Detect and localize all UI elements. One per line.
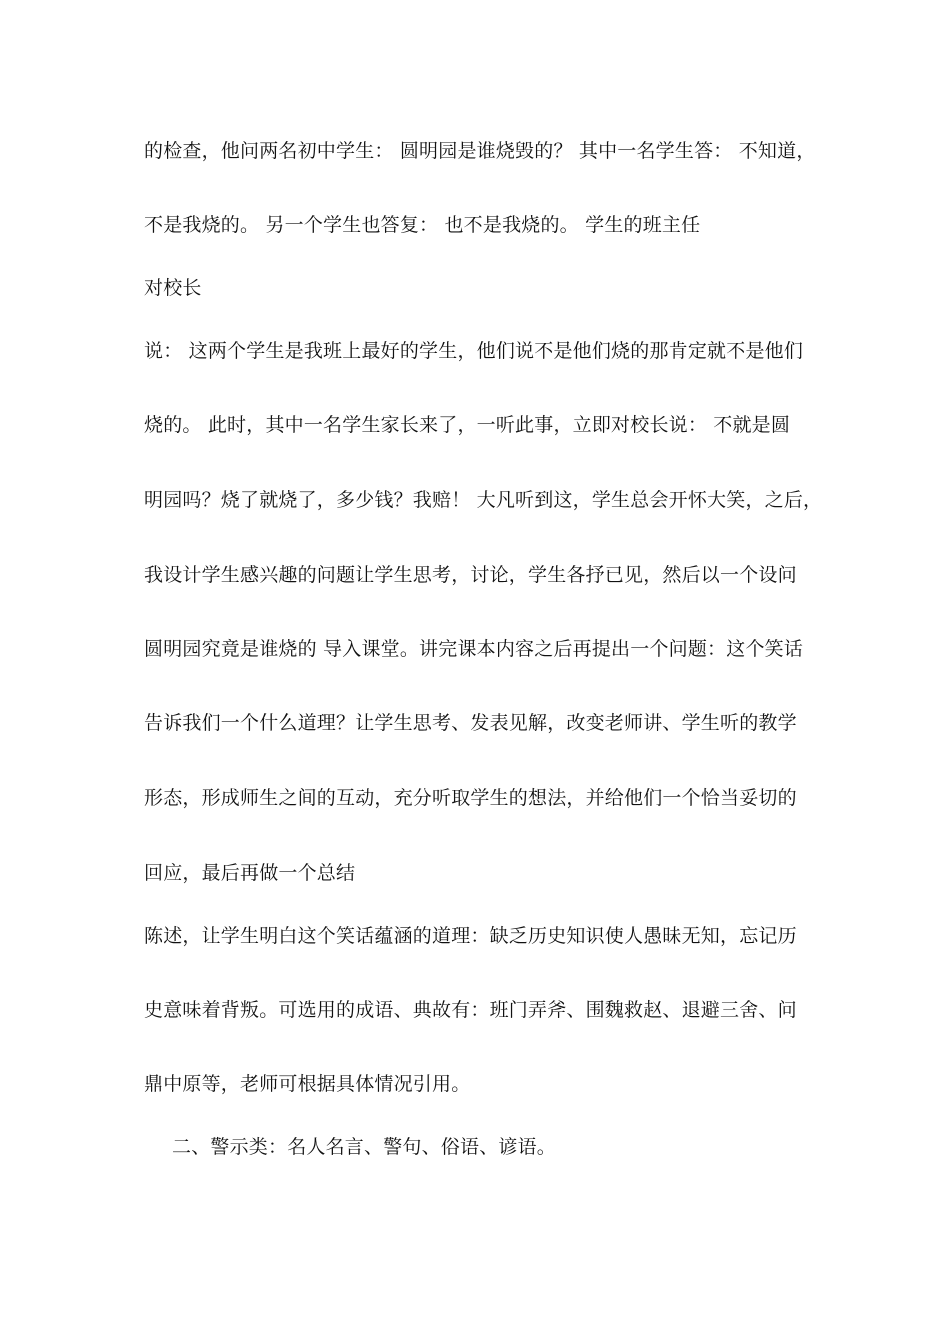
text-line: 我设计学生感兴趣的问题让学生思考，讨论，学生各抒已见，然后以一个设问 — [144, 564, 797, 586]
text-line: 史意味着背叛。可选用的成语、典故有：班门弄斧、围魏救赵、退避三舍、问 — [144, 999, 797, 1021]
text-line: 的检查，他问两名初中学生： 圆明园是谁烧毁的？ 其中一名学生答： 不知道， — [144, 140, 816, 162]
text-line: 告诉我们一个什么道理？让学生思考、发表见解，改变老师讲、学生听的教学 — [144, 712, 797, 734]
text-line: 明园吗？烧了就烧了，多少钱？我赔！ 大凡听到这，学生总会开怀大笑，之后， — [144, 489, 823, 511]
text-line: 说： 这两个学生是我班上最好的学生，他们说不是他们烧的那肯定就不是他们 — [144, 340, 804, 362]
text-line: 鼎中原等，老师可根据具体情况引用。 — [144, 1073, 471, 1095]
text-line: 对校长 — [144, 277, 202, 299]
text-line: 不是我烧的。 另一个学生也答复： 也不是我烧的。 学生的班主任 — [144, 214, 701, 236]
text-line: 形态，形成师生之间的互动，充分听取学生的想法，并给他们一个恰当妥切的 — [144, 787, 797, 809]
text-line: 圆明园究竟是谁烧的 导入课堂。讲完课本内容之后再提出一个问题：这个笑话 — [144, 638, 804, 660]
section-heading: 二、警示类：名人名言、警句、俗语、谚语。 — [172, 1136, 557, 1158]
text-line: 烧的。 此时，其中一名学生家长来了，一听此事，立即对校长说： 不就是圆 — [144, 414, 791, 436]
text-line: 陈述，让学生明白这个笑话蕴涵的道理：缺乏历史知识使人愚昧无知，忘记历 — [144, 925, 797, 947]
text-line: 回应，最后再做一个总结 — [144, 862, 356, 884]
